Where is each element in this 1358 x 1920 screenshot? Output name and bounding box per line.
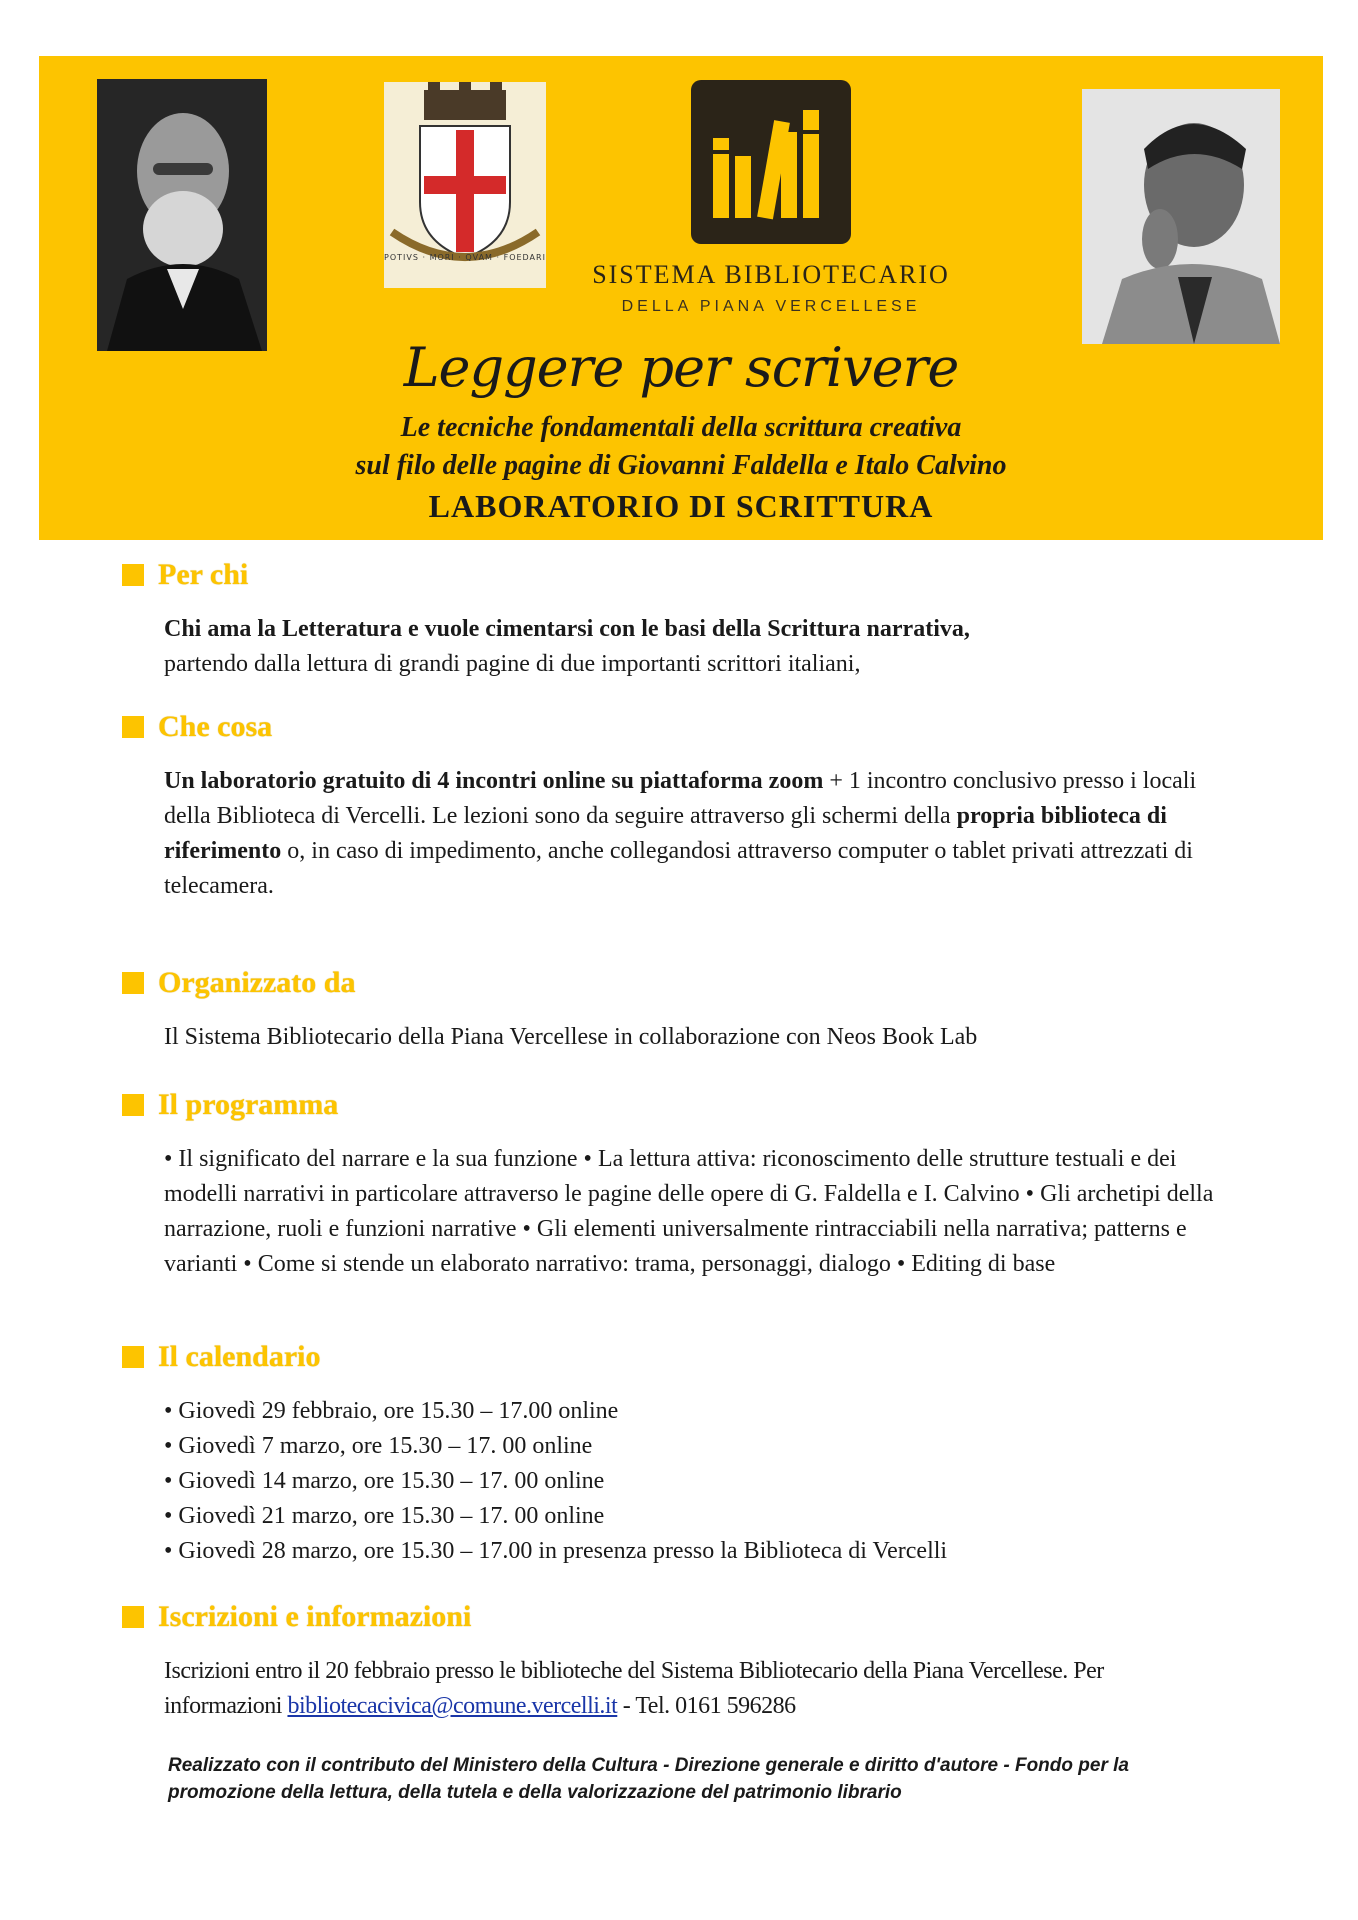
section-body-calendario (164, 1394, 1244, 1569)
yellow-square-icon (122, 1094, 144, 1116)
yellow-square-icon (122, 972, 144, 994)
section-heading-per-chi (122, 558, 248, 592)
logo-subtitle: DELLA PIANA VERCELLESE (621, 298, 921, 315)
event-subtitle-line1: Le tecniche fondamentali della scrittura creativa (400, 412, 962, 443)
vercelli-coat-of-arms (384, 82, 546, 288)
organizzato-text: Il Sistema Bibliotecario della Piana Vercellese in collaborazione con Neos Book Lab (164, 1024, 978, 1050)
portrait-image (97, 79, 267, 351)
section-body-organizzato-da (164, 1020, 1244, 1055)
books-logo-icon (691, 80, 851, 244)
section-body-per-chi (164, 612, 1244, 682)
portrait-giovanni-faldella (97, 79, 267, 351)
calendar-item: • Giovedì 29 febbraio, ore 15.30 – 17.00 online (164, 1398, 619, 1424)
per-chi-bold: Chi ama la Letteratura e vuole cimentarsi con le basi della Scrittura narrativa, (164, 616, 970, 642)
library-system-logo (691, 80, 851, 244)
logo-title: SISTEMA BIBLIOTECARIO (592, 260, 950, 289)
calendar-item: • Giovedì 21 marzo, ore 15.30 – 17. 00 online (164, 1503, 605, 1529)
iscrizioni-text2: - Tel. 0161 596286 (617, 1693, 796, 1719)
yellow-square-icon (122, 564, 144, 586)
calendar-item: • Giovedì 14 marzo, ore 15.30 – 17. 00 online (164, 1468, 605, 1494)
section-heading-organizzato-da (122, 966, 355, 1000)
heading-text: Per chi (158, 558, 249, 591)
calendar-list (164, 1394, 1244, 1569)
event-subtitle-line2: sul filo delle pagine di Giovanni Faldella e Italo Calvino (355, 450, 1007, 481)
che-cosa-text1: + 1 incontro conclusivo presso i locali della Biblioteca di Vercelli. Le lezioni sono da seguire attraverso gli schermi della (164, 768, 1197, 829)
email-link[interactable]: bibliotecacivica@comune.vercelli.it (287, 1693, 618, 1719)
heading-text: Il calendario (158, 1340, 321, 1373)
heading-text: Il programma (158, 1088, 339, 1121)
event-title: Leggere per scrivere (403, 336, 959, 399)
heading-text: Iscrizioni e informazioni (158, 1600, 472, 1633)
header-banner (39, 56, 1323, 540)
che-cosa-bold1: Un laboratorio gratuito di 4 incontri online su piattaforma zoom (164, 768, 824, 794)
section-heading-programma (122, 1088, 338, 1122)
footer-credits: Realizzato con il contributo del Ministero della Cultura - Direzione generale e diritto d'autore - Fondo per la promozione della lettura, della tutela e della valorizzazione del patrimonio librario (168, 1755, 1129, 1803)
section-heading-che-cosa (122, 710, 272, 744)
calendar-item: • Giovedì 28 marzo, ore 15.30 – 17.00 in presenza presso la Biblioteca di Vercelli (164, 1538, 948, 1564)
iscrizioni-text1: Iscrizioni entro il 20 febbraio presso le biblioteche del Sistema Bibliotecario della Piana Vercellese. Per informazioni (164, 1658, 1104, 1719)
section-heading-iscrizioni (122, 1600, 471, 1634)
portrait-italo-calvino (1082, 89, 1280, 344)
che-cosa-bold2: propria biblioteca di riferimento (164, 803, 1167, 864)
per-chi-text: partendo dalla lettura di grandi pagine di due importanti scrittori italiani, (164, 651, 861, 677)
heading-text: Che cosa (158, 710, 273, 743)
calendar-item: • Giovedì 7 marzo, ore 15.30 – 17. 00 online (164, 1433, 593, 1459)
che-cosa-text2: o, in caso di impedimento, anche collegandosi attraverso computer o tablet privati attrezzati di telecamera. (164, 838, 1193, 899)
section-body-che-cosa (164, 764, 1214, 904)
section-body-programma (164, 1142, 1244, 1282)
section-body-iscrizioni (164, 1654, 1124, 1724)
yellow-square-icon (122, 1606, 144, 1628)
programma-text: • Il significato del narrare e la sua funzione • La lettura attiva: riconoscimento delle strutture testuali e dei modelli narrativi in particolare attraverso le pagine delle opere di G. Faldella e I. Calvino • Gli archetipi della narrazione, ruoli e funzioni narrative • Gli elementi universalmente rintracciabili nella narrativa; patterns e varianti • Come si stende un elaborato narrativo: trama, personaggi, dialogo • Editing di base (164, 1146, 1214, 1277)
crest-motto: POTIVS · MORI · QVAM · FOEDARI (384, 253, 546, 262)
yellow-square-icon (122, 1346, 144, 1368)
section-heading-calendario (122, 1340, 321, 1374)
lab-title: LABORATORIO DI SCRITTURA (428, 488, 934, 524)
portrait-image (1082, 89, 1280, 344)
yellow-square-icon (122, 716, 144, 738)
heading-text: Organizzato da (158, 966, 356, 999)
